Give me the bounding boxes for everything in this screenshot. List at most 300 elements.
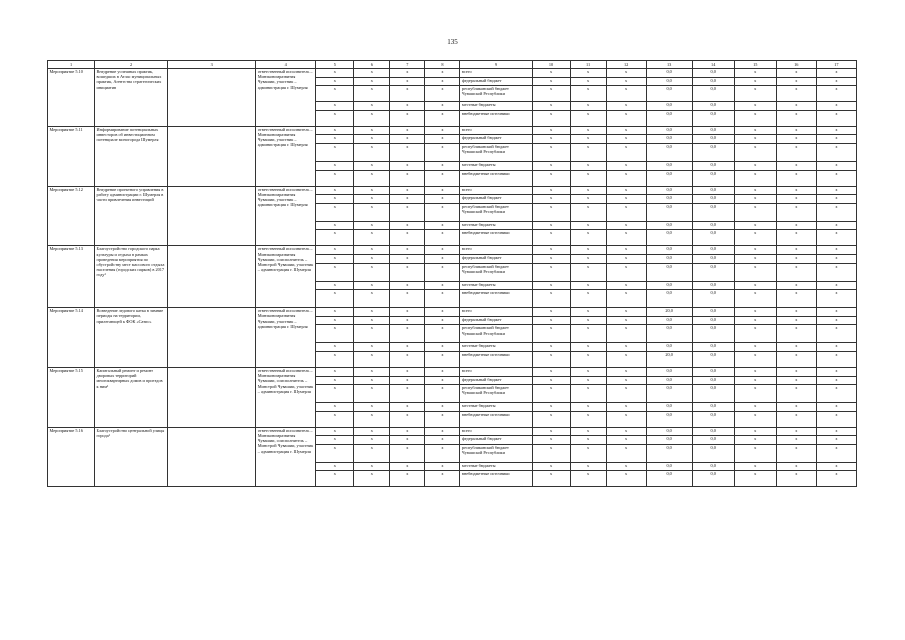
value-cell: x	[606, 221, 646, 230]
code-cell: x	[316, 126, 354, 135]
event-name: Внедрение успешных практик, вошедших в Атлас муниципальных практик, Агентства стратегических инициатив	[95, 69, 168, 127]
funding-source: федеральный бюджет	[460, 135, 532, 144]
event-col3	[168, 186, 256, 246]
value-cell: x	[606, 308, 646, 317]
value-cell: x	[570, 444, 606, 462]
code-cell: x	[425, 203, 460, 221]
value-cell: 0,0	[692, 427, 734, 436]
value-cell: x	[606, 195, 646, 204]
event-col3	[168, 126, 256, 186]
code-cell: x	[354, 203, 390, 221]
value-cell: x	[776, 69, 816, 78]
code-cell: x	[425, 69, 460, 78]
code-cell: x	[425, 376, 460, 385]
value-cell: 0,0	[646, 403, 692, 412]
code-cell: x	[354, 343, 390, 352]
code-cell: x	[390, 69, 425, 78]
value-cell: x	[606, 170, 646, 186]
code-cell: x	[425, 462, 460, 471]
value-cell: x	[532, 308, 570, 317]
code-cell: x	[425, 246, 460, 255]
event-col3	[168, 308, 256, 368]
value-cell: x	[816, 444, 856, 462]
value-cell: x	[532, 411, 570, 427]
value-cell: x	[816, 77, 856, 86]
value-cell: x	[570, 403, 606, 412]
value-cell: x	[816, 462, 856, 471]
value-cell: x	[734, 126, 776, 135]
funding-source: всего	[460, 126, 532, 135]
value-cell: x	[570, 343, 606, 352]
value-cell: x	[606, 203, 646, 221]
code-cell: x	[354, 263, 390, 281]
value-cell: x	[532, 254, 570, 263]
value-cell: x	[734, 376, 776, 385]
funding-source: всего	[460, 246, 532, 255]
value-cell: x	[532, 462, 570, 471]
value-cell: x	[776, 203, 816, 221]
code-cell: x	[390, 290, 425, 308]
value-cell: x	[816, 161, 856, 170]
value-cell: x	[532, 436, 570, 445]
value-cell: x	[776, 254, 816, 263]
value-cell: x	[816, 308, 856, 317]
value-cell: x	[816, 195, 856, 204]
value-cell: x	[570, 77, 606, 86]
value-cell: x	[606, 376, 646, 385]
value-cell: x	[734, 143, 776, 161]
event-col3	[168, 246, 256, 308]
header-cell: 7	[390, 61, 425, 69]
code-cell: x	[425, 143, 460, 161]
value-cell: x	[734, 195, 776, 204]
value-cell: x	[734, 411, 776, 427]
table-row	[48, 367, 857, 376]
value-cell: x	[606, 427, 646, 436]
code-cell: x	[316, 102, 354, 111]
code-cell: x	[390, 367, 425, 376]
value-cell: x	[570, 69, 606, 78]
code-cell: x	[425, 135, 460, 144]
header-cell: 3	[168, 61, 256, 69]
value-cell: x	[606, 263, 646, 281]
event-id: Мероприятие 5.12	[48, 186, 95, 246]
code-cell: x	[316, 254, 354, 263]
value-cell: x	[532, 316, 570, 325]
value-cell: x	[570, 471, 606, 487]
value-cell: 0,0	[692, 186, 734, 195]
header-cell: 10	[532, 61, 570, 69]
code-cell: x	[354, 462, 390, 471]
code-cell: x	[316, 186, 354, 195]
event-id: Мероприятие 5.16	[48, 427, 95, 487]
value-cell: 0,0	[692, 195, 734, 204]
value-cell: x	[816, 143, 856, 161]
code-cell: x	[354, 135, 390, 144]
value-cell: 0,0	[646, 263, 692, 281]
code-cell: x	[316, 351, 354, 367]
value-cell: x	[776, 281, 816, 290]
value-cell: x	[606, 462, 646, 471]
header-cell: 13	[646, 61, 692, 69]
value-cell: x	[532, 376, 570, 385]
value-cell: 0,0	[692, 161, 734, 170]
code-cell: x	[316, 308, 354, 317]
code-cell: x	[316, 411, 354, 427]
value-cell: x	[776, 263, 816, 281]
value-cell: x	[570, 254, 606, 263]
value-cell: x	[606, 436, 646, 445]
value-cell: x	[816, 281, 856, 290]
funding-source: республиканский бюджет Чувашской Республики	[460, 325, 532, 343]
value-cell: x	[532, 367, 570, 376]
value-cell: x	[776, 471, 816, 487]
value-cell: x	[606, 403, 646, 412]
value-cell: x	[816, 69, 856, 78]
funding-source: федеральный бюджет	[460, 254, 532, 263]
code-cell: x	[354, 254, 390, 263]
value-cell: x	[570, 186, 606, 195]
value-cell: x	[734, 290, 776, 308]
code-cell: x	[354, 246, 390, 255]
value-cell: 0,0	[646, 77, 692, 86]
value-cell: x	[734, 325, 776, 343]
code-cell: x	[354, 444, 390, 462]
value-cell: x	[570, 135, 606, 144]
value-cell: 0,0	[692, 126, 734, 135]
value-cell: x	[570, 427, 606, 436]
code-cell: x	[425, 325, 460, 343]
value-cell: x	[776, 221, 816, 230]
table-row	[48, 308, 857, 317]
code-cell: x	[390, 385, 425, 403]
code-cell: x	[390, 246, 425, 255]
value-cell: x	[816, 376, 856, 385]
funding-source: внебюджетные источники	[460, 471, 532, 487]
funding-source: республиканский бюджет Чувашской Республики	[460, 203, 532, 221]
header-cell: 16	[776, 61, 816, 69]
value-cell: x	[776, 170, 816, 186]
code-cell: x	[354, 230, 390, 246]
value-cell: x	[776, 403, 816, 412]
value-cell: x	[570, 308, 606, 317]
code-cell: x	[354, 186, 390, 195]
value-cell: x	[570, 367, 606, 376]
code-cell: x	[316, 462, 354, 471]
value-cell: x	[734, 203, 776, 221]
funding-source: внебюджетные источники	[460, 170, 532, 186]
value-cell: x	[816, 203, 856, 221]
value-cell: x	[816, 254, 856, 263]
value-cell: x	[734, 316, 776, 325]
funding-source: местные бюджеты	[460, 462, 532, 471]
value-cell: x	[606, 316, 646, 325]
value-cell: x	[816, 110, 856, 126]
value-cell: x	[606, 230, 646, 246]
code-cell: x	[425, 281, 460, 290]
code-cell: x	[390, 325, 425, 343]
value-cell: x	[570, 203, 606, 221]
value-cell: 0,0	[692, 203, 734, 221]
value-cell: x	[734, 170, 776, 186]
header-cell: 6	[354, 61, 390, 69]
code-cell: x	[354, 385, 390, 403]
value-cell: x	[776, 367, 816, 376]
value-cell: 0,0	[646, 411, 692, 427]
value-cell: x	[734, 69, 776, 78]
event-name: Внедрение проектного управления в работу администрации г. Шумерля в части привлечения инвестиций	[95, 186, 168, 246]
header-cell: 14	[692, 61, 734, 69]
value-cell: 0,0	[692, 385, 734, 403]
value-cell: x	[776, 436, 816, 445]
code-cell: x	[390, 351, 425, 367]
value-cell: x	[532, 351, 570, 367]
code-cell: x	[425, 308, 460, 317]
event-name: Благоустройство городского парка культуры и отдыха в рамках проведения мероприятия по обустройству мест массового отдыха населения (городских парков) в 2017 году¹	[95, 246, 168, 308]
value-cell: x	[570, 230, 606, 246]
table-row	[48, 246, 857, 255]
value-cell: x	[776, 316, 816, 325]
funding-source: местные бюджеты	[460, 221, 532, 230]
code-cell: x	[316, 161, 354, 170]
value-cell: 0,0	[646, 143, 692, 161]
value-cell: 0,0	[692, 221, 734, 230]
value-cell: 0,0	[646, 385, 692, 403]
value-cell: 0,0	[692, 462, 734, 471]
funding-source: местные бюджеты	[460, 403, 532, 412]
code-cell: x	[425, 367, 460, 376]
value-cell: x	[776, 230, 816, 246]
funding-source: всего	[460, 367, 532, 376]
code-cell: x	[354, 403, 390, 412]
code-cell: x	[354, 411, 390, 427]
code-cell: x	[390, 143, 425, 161]
value-cell: x	[570, 316, 606, 325]
value-cell: 0,0	[646, 462, 692, 471]
value-cell: x	[734, 135, 776, 144]
value-cell: x	[816, 263, 856, 281]
code-cell: x	[425, 102, 460, 111]
code-cell: x	[425, 126, 460, 135]
funding-source: внебюджетные источники	[460, 230, 532, 246]
value-cell: 0,0	[646, 436, 692, 445]
funding-source: федеральный бюджет	[460, 77, 532, 86]
value-cell: x	[532, 170, 570, 186]
event-executor: ответственный исполнитель – Минэкономразвития Чувашии, соисполнитель – Минстрой Чувашии, участник – администрация г. Шумерля	[256, 367, 316, 427]
event-col3	[168, 69, 256, 127]
value-cell: x	[570, 110, 606, 126]
code-cell: x	[316, 230, 354, 246]
code-cell: x	[316, 376, 354, 385]
value-cell: x	[816, 135, 856, 144]
value-cell: x	[734, 343, 776, 352]
header-row	[48, 61, 857, 69]
value-cell: x	[776, 102, 816, 111]
value-cell: 0,0	[692, 143, 734, 161]
funding-source: федеральный бюджет	[460, 316, 532, 325]
code-cell: x	[425, 471, 460, 487]
value-cell: x	[570, 102, 606, 111]
funding-source: федеральный бюджет	[460, 195, 532, 204]
value-cell: x	[734, 102, 776, 111]
header-cell: 1	[48, 61, 95, 69]
value-cell: x	[776, 246, 816, 255]
value-cell: 0,0	[646, 110, 692, 126]
value-cell: x	[734, 444, 776, 462]
funding-source: местные бюджеты	[460, 343, 532, 352]
value-cell: 0,0	[646, 246, 692, 255]
value-cell: x	[570, 161, 606, 170]
code-cell: x	[425, 254, 460, 263]
value-cell: x	[816, 126, 856, 135]
code-cell: x	[390, 203, 425, 221]
code-cell: x	[316, 77, 354, 86]
code-cell: x	[354, 221, 390, 230]
value-cell: x	[816, 86, 856, 102]
value-cell: x	[734, 308, 776, 317]
value-cell: 0,0	[692, 471, 734, 487]
value-cell: x	[532, 471, 570, 487]
value-cell: x	[532, 246, 570, 255]
code-cell: x	[425, 385, 460, 403]
value-cell: x	[532, 203, 570, 221]
value-cell: x	[776, 77, 816, 86]
code-cell: x	[316, 221, 354, 230]
code-cell: x	[316, 367, 354, 376]
value-cell: x	[606, 325, 646, 343]
code-cell: x	[390, 411, 425, 427]
value-cell: x	[776, 351, 816, 367]
value-cell: x	[776, 186, 816, 195]
budget-table	[47, 60, 857, 487]
code-cell: x	[354, 367, 390, 376]
event-id: Мероприятие 5.14	[48, 308, 95, 368]
header-cell: 5	[316, 61, 354, 69]
code-cell: x	[390, 427, 425, 436]
value-cell: 0,0	[692, 403, 734, 412]
code-cell: x	[425, 230, 460, 246]
code-cell: x	[390, 376, 425, 385]
value-cell: x	[532, 186, 570, 195]
value-cell: x	[776, 343, 816, 352]
value-cell: x	[606, 254, 646, 263]
value-cell: x	[532, 135, 570, 144]
code-cell: x	[316, 290, 354, 308]
value-cell: x	[532, 161, 570, 170]
value-cell: 0,0	[692, 69, 734, 78]
code-cell: x	[425, 316, 460, 325]
event-name: Информирование потенциальных инвесторов об инвестиционном потенциале моногорода Шумерля	[95, 126, 168, 186]
table-row	[48, 126, 857, 135]
value-cell: x	[570, 462, 606, 471]
event-id: Мероприятие 5.11	[48, 126, 95, 186]
value-cell: x	[570, 170, 606, 186]
event-executor: ответственный исполнитель – Минэкономразвития Чувашии, соисполнитель – Минстрой Чувашии, участник – администрация г. Шумерля	[256, 246, 316, 308]
table-row	[48, 69, 857, 78]
value-cell: x	[816, 186, 856, 195]
funding-source: всего	[460, 427, 532, 436]
event-col3	[168, 427, 256, 487]
value-cell: 0,0	[646, 135, 692, 144]
value-cell: x	[570, 351, 606, 367]
value-cell: x	[606, 367, 646, 376]
code-cell: x	[316, 86, 354, 102]
value-cell: 0,0	[646, 102, 692, 111]
funding-source: местные бюджеты	[460, 281, 532, 290]
value-cell: x	[570, 385, 606, 403]
value-cell: x	[776, 325, 816, 343]
code-cell: x	[316, 403, 354, 412]
code-cell: x	[316, 325, 354, 343]
value-cell: x	[816, 170, 856, 186]
code-cell: x	[316, 110, 354, 126]
value-cell: x	[816, 246, 856, 255]
value-cell: x	[606, 343, 646, 352]
code-cell: x	[425, 411, 460, 427]
value-cell: x	[776, 376, 816, 385]
value-cell: x	[776, 462, 816, 471]
code-cell: x	[316, 444, 354, 462]
value-cell: x	[532, 143, 570, 161]
code-cell: x	[390, 403, 425, 412]
value-cell: x	[532, 403, 570, 412]
value-cell: x	[606, 143, 646, 161]
code-cell: x	[390, 254, 425, 263]
value-cell: 0,0	[646, 444, 692, 462]
value-cell: x	[606, 290, 646, 308]
code-cell: x	[354, 161, 390, 170]
table-body	[48, 61, 857, 487]
value-cell: x	[532, 281, 570, 290]
value-cell: x	[532, 126, 570, 135]
value-cell: x	[532, 221, 570, 230]
value-cell: x	[532, 343, 570, 352]
value-cell: 0,0	[692, 254, 734, 263]
code-cell: x	[354, 325, 390, 343]
value-cell: x	[734, 471, 776, 487]
code-cell: x	[425, 110, 460, 126]
value-cell: x	[816, 316, 856, 325]
value-cell: x	[606, 385, 646, 403]
value-cell: x	[606, 281, 646, 290]
funding-source: республиканский бюджет Чувашской Республики	[460, 385, 532, 403]
code-cell: x	[354, 436, 390, 445]
code-cell: x	[316, 436, 354, 445]
value-cell: 0,0	[692, 325, 734, 343]
value-cell: x	[734, 281, 776, 290]
code-cell: x	[390, 316, 425, 325]
code-cell: x	[316, 170, 354, 186]
value-cell: x	[606, 444, 646, 462]
code-cell: x	[354, 376, 390, 385]
value-cell: x	[776, 411, 816, 427]
value-cell: x	[816, 221, 856, 230]
value-cell: x	[816, 403, 856, 412]
value-cell: x	[816, 471, 856, 487]
value-cell: 0,0	[692, 77, 734, 86]
value-cell: 0,0	[646, 170, 692, 186]
value-cell: x	[570, 86, 606, 102]
code-cell: x	[390, 135, 425, 144]
value-cell: 0,0	[646, 471, 692, 487]
code-cell: x	[316, 203, 354, 221]
value-cell: x	[776, 290, 816, 308]
value-cell: x	[816, 427, 856, 436]
value-cell: 0,0	[646, 230, 692, 246]
value-cell: x	[734, 427, 776, 436]
value-cell: 0,0	[646, 376, 692, 385]
value-cell: 0,0	[692, 170, 734, 186]
